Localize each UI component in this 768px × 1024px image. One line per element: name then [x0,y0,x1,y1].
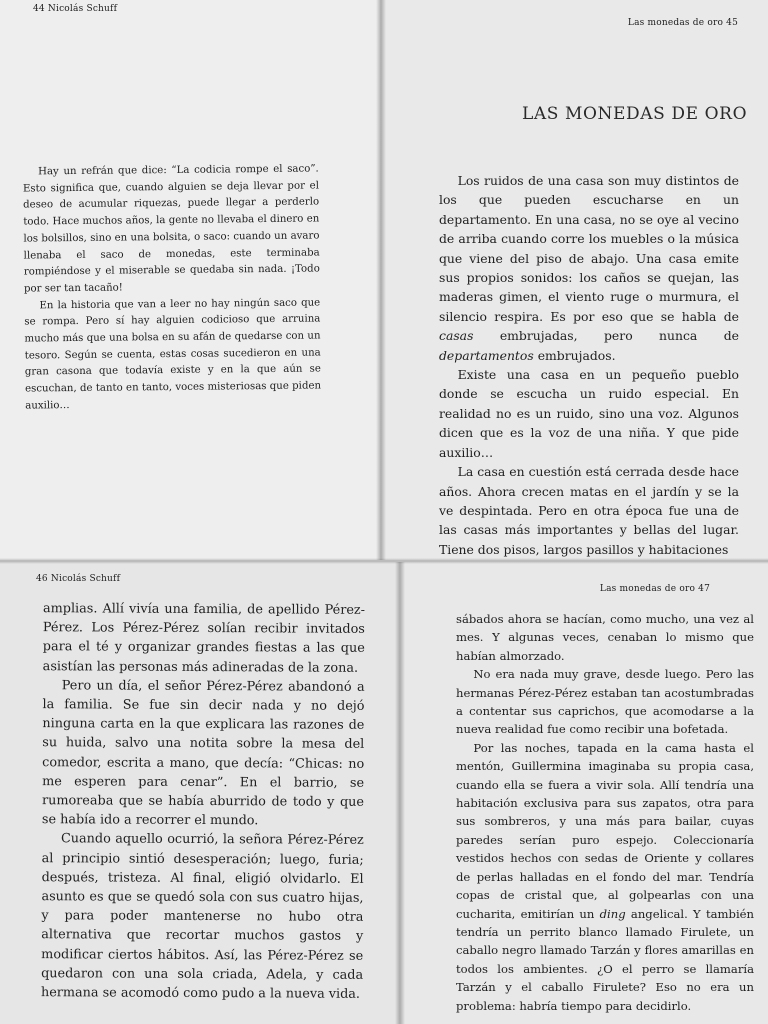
paragraph: Cuando aquello ocurrió, la señora Pérez-Pérez al principio sintió desesperación; luego, furia; después, tristeza. Al final, eligió olvidarlo. El asunto es que se quedó sola con sus cuatro hijas, y para poder mantenerse no hubo otra alternativa que recortar muchos gastos y modificar ciertos hábitos. Así, las Pérez-Pérez se quedaron con una sola criada, Adela, y cada hermana se acomodó como pudo a la nueva vida. [40,831,364,1002]
page-46-body [41,599,365,1004]
running-head-right: Las monedas de oro 47 [599,584,710,594]
page-47-body [456,610,754,1015]
page-47 [400,562,768,1024]
paragraph: Existe una casa en un pequeño pueblo donde se escucha un ruido especial. En realidad no es un ruido, sino una voz. Algunos dicen que es la voz de una niña. Y que pide auxilio… [439,367,739,460]
page-45-body [439,171,739,559]
page-44-body [23,161,322,415]
book-gutter [376,0,386,560]
emphasis: departamentos [439,347,534,363]
paragraph: No era nada muy grave, desde luego. Pero las hermanas Pérez-Pérez estaban tan acostumbradas a contentar sus caprichos, que acomodarse a la nueva realidad fue como recibir una bofetada. [456,667,754,737]
running-head-left: 44 Nicolás Schuff [33,4,118,14]
chapter-title: LAS MONEDAS DE ORO [522,104,748,124]
emphasis: ding [599,906,626,921]
paragraph: La casa en cuestión está cerrada desde hace años. Ahora crecen matas en el jardín y se la ve despintada. Pero en otra época fue una de las casas más importantes y bellas del lugar. Tiene dos pisos, largos pasillos y habitaciones [439,464,739,557]
emphasis: casas [439,328,474,344]
spread-divider [0,558,768,564]
book-gutter [395,562,405,1024]
paragraph: Los ruidos de una casa son muy distintos de los que pueden escucharse en un departamento. En una casa, no se oye al vecino de arriba cuando corre los muebles o la música que viene del piso de abajo. Una casa emite sus propios sonidos: los caños se quejan, las maderas gimen, el viento ruge o murmura, el silencio respira. Es por eso que se habla de casas embrujadas, pero nunca de departamentos embrujados. [439,173,739,363]
page-45 [380,0,768,560]
paragraph: Hay un refrán que dice: “La codicia rompe el saco”. Esto significa que, cuando alguien se deja llevar por el deseo de acumular riquezas, puede llegar a perderlo todo. Hace muchos años, la gente no llevaba el dinero en los bolsillos, sino en una bolsita, o saco: cuando un avaro llenaba el saco de monedas, este terminaba rompiéndose y el miserable se quedaba sin nada. ¡Todo por ser tan tacaño! [22,163,320,295]
paragraph: sábados ahora se hacían, como mucho, una vez al mes. Y algunas veces, cenaban lo mismo que habían almorzado. [456,612,754,663]
page-46 [0,562,400,1024]
running-head-left: 46 Nicolás Schuff [36,574,121,584]
paragraph: amplias. Allí vivía una familia, de apellido Pérez-Pérez. Los Pérez-Pérez solían recibir invitados para el té y organizar grandes fiestas a las que asistían las personas más adineradas de la zona. [42,601,366,676]
paragraph: Por las noches, tapada en la cama hasta el mentón, Guillermina imaginaba su propia casa, cuando ella se fuera a vivir sola. Allí tendría una habitación exclusiva para sus zapatos, otra para sus sombreros, y una más para bailar, cuyas paredes serían puro espejo. Coleccionaría vestidos hechos con sedas de Oriente y collares de perlas halladas en el fondo del mar. Tendría copas de cristal que, al golpearlas con una cucharita, emitirían un ding angelical. Y también tendría un perrito blanco llamado Firulete, un caballo negro llamado Tarzán y flores amarillas en todos los ambientes. ¿O el perro se llamaría Tarzán y el caballo Firulete? Eso no era un problema: habría tiempo para decidirlo. [456,740,754,1013]
paragraph: En la historia que van a leer no hay ningún saco que se rompa. Pero sí hay alguien codicioso que arruina mucho más que una bolsa en su afán de quedarse con un tesoro. Según se cuenta, estas cosas sucedieron en una gran casona que todavía existe y en la que aún se escuchan, de tanto en tanto, voces misteriosas que piden auxilio… [24,297,322,412]
page-44 [0,0,380,560]
running-head-right: Las monedas de oro 45 [627,18,738,28]
paragraph: Pero un día, el señor Pérez-Pérez abandonó a la familia. Se fue sin decir nada y no dejó ninguna carta en la que explicara las razones de su huida, salvo una notita sobre la mesa del comedor, escrita a mano, que decía: “Chicas: no me esperen para cenar”. En el barrio, se rumoreaba que se había aburrido de todo y que se había ido a recorrer el mundo. [41,678,365,829]
